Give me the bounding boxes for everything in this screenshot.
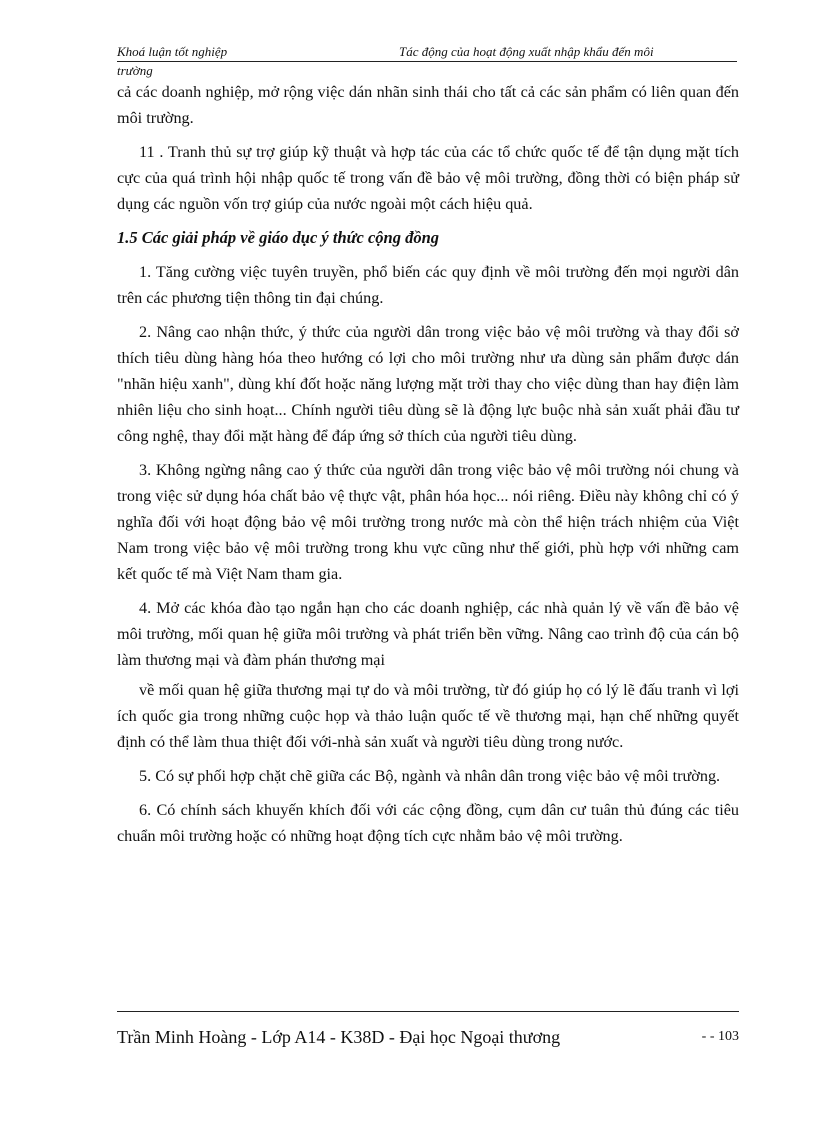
paragraph-item-5: 5. Có sự phối hợp chặt chẽ giữa các Bộ, ngành và nhân dân trong việc bảo vệ môi trường. [139, 767, 721, 785]
paragraph-item-4-continued: về mối quan hệ giữa thương mại tự do và môi trường, từ đó giúp họ có lý lẽ đấu tranh vì lợi ích quốc gia trong những cuộc họp và thảo luận quốc tế về thương mại, hạn chế những quyết định có thể làm thua thiệt đối với-nhà sản xuất và người tiêu dùng trong nước. [117, 681, 739, 751]
footer-divider [117, 1011, 739, 1012]
header-title-wrap: trường [117, 63, 153, 78]
paragraph-continuation: cả các doanh nghiệp, mở rộng việc dán nhãn sinh thái cho tất cả các sản phẩm có liên quan đến môi trường. [117, 83, 739, 127]
paragraph-item-11: 11 . Tranh thủ sự trợ giúp kỹ thuật và hợp tác của các tổ chức quốc tế để tận dụng mặt tích cực của quá trình hội nhập quốc tế trong vấn đề bảo vệ môi trường, đồng thời có biện pháp sử dụng các nguồn vốn trợ giúp của nước ngoài một cách hiệu quả. [117, 143, 739, 213]
header-thesis-label: Khoá luận tốt nghiệp [117, 44, 228, 59]
paragraph-item-1: 1. Tăng cường việc tuyên truyền, phổ biến các quy định về môi trường đến mọi người dân trên các phương tiện thông tin đại chúng. [117, 263, 739, 307]
page-header [117, 44, 737, 78]
header-divider [117, 61, 737, 62]
footer-author: Trần Minh Hoàng - Lớp A14 - K38D - Đại học Ngoại thương [117, 1027, 561, 1047]
paragraph-item-2: 2. Nâng cao nhận thức, ý thức của người dân trong việc bảo vệ môi trường và thay đổi sở thích tiêu dùng hàng hóa theo hướng có lợi cho môi trường như ưa dùng sản phẩm được dán "nhãn hiệu xanh", dùng khí đốt hoặc năng lượng mặt trời thay cho việc dùng than hay điện làm nhiên liệu cho sinh hoạt... Chính người tiêu dùng sẽ là động lực buộc nhà sản xuất phải đầu tư công nghệ, thay đổi mặt hàng để đáp ứng sở thích của người tiêu dùng. [117, 323, 739, 445]
header-title: Tác động của hoạt động xuất nhập khẩu đến môi [399, 44, 654, 59]
paragraph-item-6: 6. Có chính sách khuyến khích đối với các cộng đồng, cụm dân cư tuân thủ đúng các tiêu chuẩn môi trường hoặc có những hoạt động tích cực nhằm bảo vệ môi trường. [117, 801, 739, 845]
paragraph-item-3: 3. Không ngừng nâng cao ý thức của người dân trong việc bảo vệ môi trường nói chung và trong việc sử dụng hóa chất bảo vệ thực vật, phân hóa học... nói riêng. Điều này không chỉ có ý nghĩa đối với hoạt động bảo vệ môi trường trong nước mà còn thể hiện trách nhiệm của Việt Nam trong việc bảo vệ môi trường trong khu vực cũng như thế giới, phù hợp với những cam kết quốc tế mà Việt Nam tham gia. [117, 461, 739, 583]
section-heading: 1.5 Các giải pháp về giáo dục ý thức cộng đồng [117, 228, 439, 247]
document-body [117, 79, 739, 857]
page-number: - - 103 [701, 1029, 739, 1044]
paragraph-item-4: 4. Mở các khóa đào tạo ngắn hạn cho các doanh nghiệp, các nhà quản lý về vấn đề bảo vệ môi trường, mối quan hệ giữa môi trường và phát triển bền vững. Nâng cao trình độ của cán bộ làm thương mại và đàm phán thương mại [117, 599, 739, 669]
